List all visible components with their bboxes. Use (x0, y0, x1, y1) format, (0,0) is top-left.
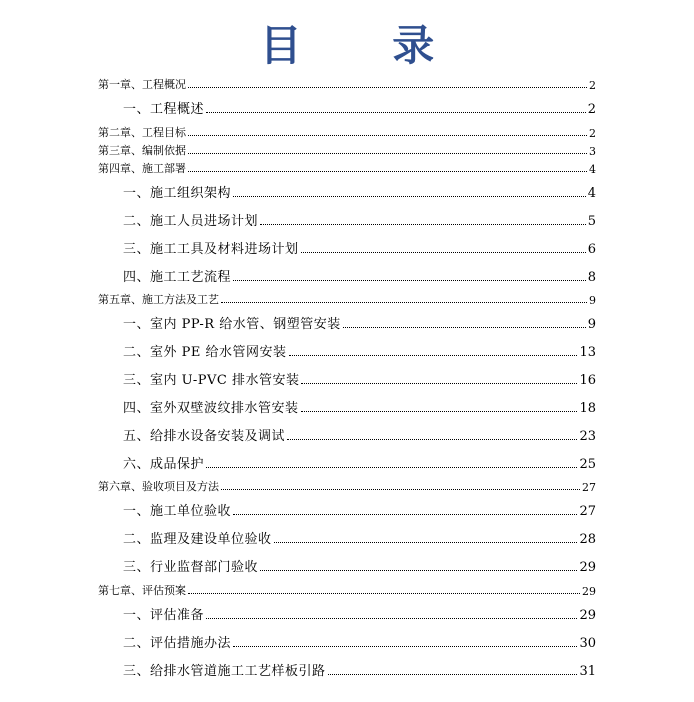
toc-entry-chapter-4[interactable] (0, 160, 694, 176)
dot-leader (233, 195, 586, 197)
toc-entry-page: 18 (579, 401, 596, 416)
toc-entry-text: 三、给排水管道施工工艺样板引路 (123, 664, 326, 679)
dot-leader (301, 410, 578, 412)
toc-entry-text: 一、工程概述 (123, 102, 205, 117)
dot-leader (188, 134, 587, 136)
dot-leader (233, 513, 577, 515)
toc-entry-section[interactable] (0, 604, 694, 623)
toc-entry-section[interactable] (0, 238, 694, 257)
toc-entry-page: 27 (582, 481, 596, 494)
toc-entry-section[interactable] (0, 500, 694, 519)
toc-entry-section[interactable] (0, 425, 694, 444)
toc-entry-section[interactable] (0, 313, 694, 332)
dot-leader (289, 354, 578, 356)
toc-entry-chapter-7[interactable] (0, 582, 694, 598)
toc-entry-page: 31 (579, 664, 596, 679)
toc-entry-page: 13 (579, 345, 596, 360)
toc-entry-page: 2 (589, 127, 596, 140)
toc-entry-text: 一、施工组织架构 (123, 186, 232, 201)
dot-leader (260, 569, 577, 571)
dot-leader (301, 382, 577, 384)
dot-leader (328, 673, 578, 675)
toc-entry-page: 28 (579, 532, 596, 547)
toc-entry-text: 四、施工工艺流程 (123, 270, 232, 285)
toc-entry-text: 第四章、施工部署 (98, 162, 186, 175)
toc-entry-page: 2 (589, 79, 596, 92)
toc-entry-text: 第一章、工程概况 (98, 78, 186, 91)
dot-leader (260, 223, 586, 225)
toc-entry-page: 29 (579, 608, 596, 623)
toc-entry-section[interactable] (0, 632, 694, 651)
toc-entry-page: 23 (579, 429, 596, 444)
dot-leader (221, 301, 587, 303)
toc-entry-text: 二、评估措施办法 (123, 636, 232, 651)
toc-entry-page: 29 (582, 585, 596, 598)
dot-leader (206, 617, 577, 619)
toc-entry-page: 3 (589, 145, 596, 158)
toc-entry-page: 4 (587, 186, 596, 201)
toc-entry-section[interactable] (0, 210, 694, 229)
toc-entry-text: 二、监理及建设单位验收 (123, 532, 272, 547)
dot-leader (343, 326, 586, 328)
dot-leader (301, 251, 586, 253)
toc-entry-section[interactable] (0, 556, 694, 575)
toc-entry-section[interactable] (0, 369, 694, 388)
dot-leader (287, 438, 577, 440)
toc-entry-page: 6 (587, 242, 596, 257)
toc-entry-text: 一、评估准备 (123, 608, 205, 623)
toc-entry-text: 第七章、评估预案 (98, 584, 186, 597)
toc-entry-text: 第三章、编制依据 (98, 144, 186, 157)
toc-entry-page: 30 (579, 636, 596, 651)
toc-entry-section[interactable] (0, 341, 694, 360)
toc-entry-text: 四、室外双壁波纹排水管安装 (123, 401, 299, 416)
toc-entry-text: 二、施工人员进场计划 (123, 214, 259, 229)
dot-leader (233, 279, 586, 281)
dot-leader (188, 592, 580, 594)
toc-entry-page: 9 (587, 317, 596, 332)
toc-entry-text: 三、行业监督部门验收 (123, 560, 259, 575)
toc-entry-text: 三、室内 U-PVC 排水管安装 (123, 373, 300, 388)
toc-entry-page: 5 (587, 214, 596, 229)
toc-entry-chapter-2[interactable] (0, 124, 694, 140)
toc-entry-text: 二、室外 PE 给水管网安装 (123, 345, 287, 360)
toc-entry-page: 25 (579, 457, 596, 472)
toc-entry-text: 一、室内 PP-R 给水管、钢塑管安装 (123, 317, 341, 332)
dot-leader (188, 152, 587, 154)
dot-leader (221, 488, 580, 490)
toc-entry-section[interactable] (0, 397, 694, 416)
toc-entry-text: 第六章、验收项目及方法 (98, 480, 219, 493)
toc-entry-page: 16 (579, 373, 596, 388)
toc-entry-chapter-1[interactable] (0, 76, 694, 92)
toc-entry-page: 29 (579, 560, 596, 575)
toc-entry-page: 2 (587, 102, 596, 117)
toc-entry-section[interactable] (0, 660, 694, 679)
toc-entry-chapter-5[interactable] (0, 291, 694, 307)
dot-leader (188, 170, 587, 172)
toc-entry-section[interactable] (0, 182, 694, 201)
toc-entry-section[interactable] (0, 528, 694, 547)
toc-entry-text: 三、施工工具及材料进场计划 (123, 242, 299, 257)
toc-entry-page: 27 (579, 504, 596, 519)
dot-leader (188, 86, 587, 88)
toc-entry-text: 一、施工单位验收 (123, 504, 232, 519)
toc-entry-section[interactable] (0, 98, 694, 117)
page-title: 目 录 (259, 21, 473, 70)
toc-entry-page: 4 (589, 163, 596, 176)
dot-leader (233, 645, 577, 647)
toc-entry-page: 8 (587, 270, 596, 285)
dot-leader (274, 541, 578, 543)
dot-leader (206, 466, 577, 468)
toc-entry-page: 9 (589, 294, 596, 307)
toc-entry-section[interactable] (0, 266, 694, 285)
toc-entry-text: 六、成品保护 (123, 457, 205, 472)
toc-entry-chapter-3[interactable] (0, 142, 694, 158)
dot-leader (206, 111, 586, 113)
toc-entry-section[interactable] (0, 453, 694, 472)
toc-entry-chapter-6[interactable] (0, 478, 694, 494)
toc-entry-text: 第五章、施工方法及工艺 (98, 293, 219, 306)
toc-entry-text: 第二章、工程目标 (98, 126, 186, 139)
toc-entry-text: 五、给排水设备安装及调试 (123, 429, 286, 444)
